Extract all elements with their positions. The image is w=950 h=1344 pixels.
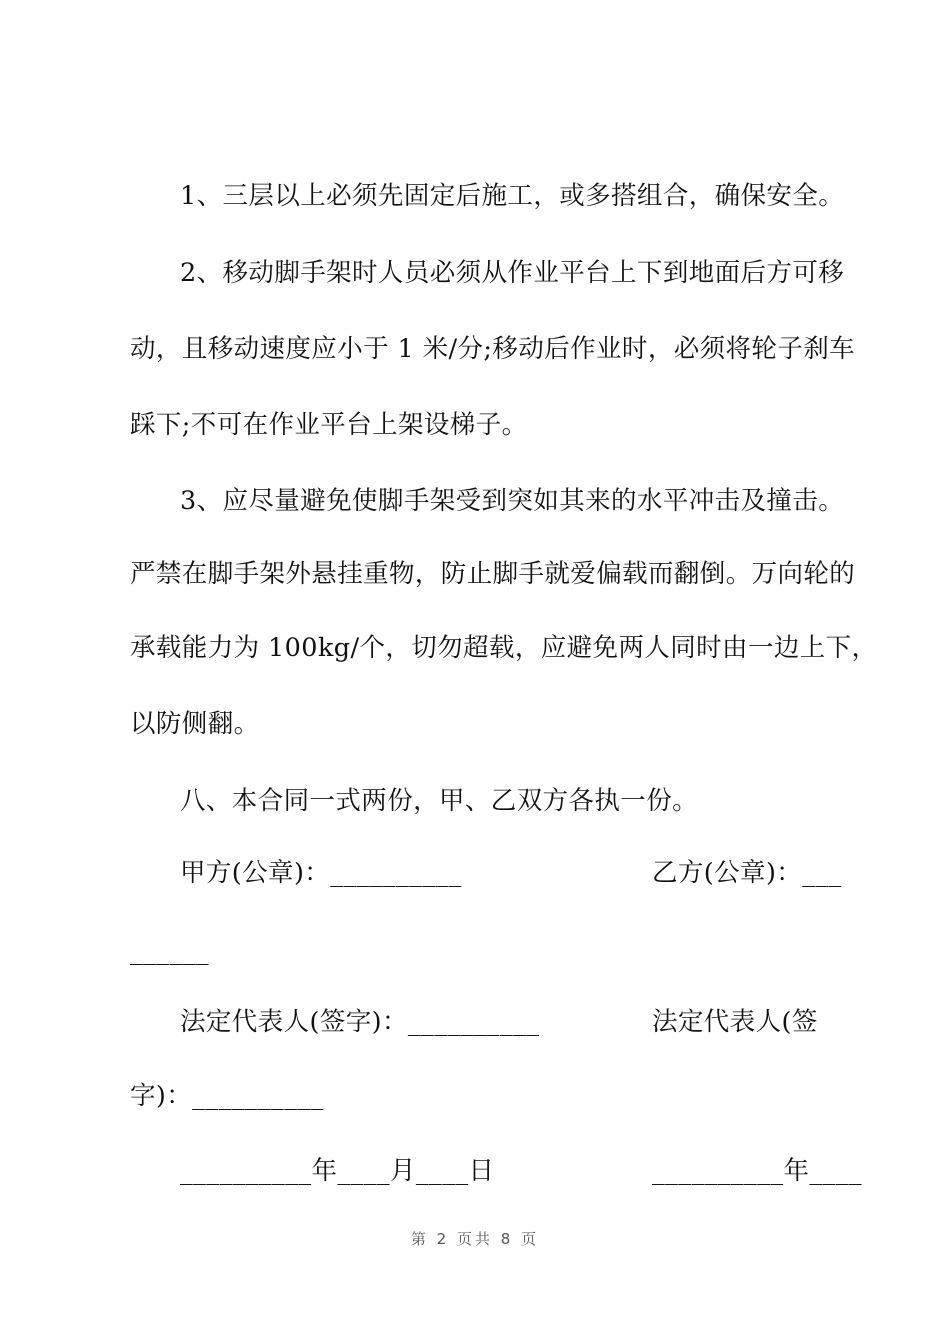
party-a-date-field: __________年____月____日	[180, 1156, 495, 1186]
party-a-representative-field: 法定代表人(签字)：__________	[180, 1007, 540, 1037]
party-b-date-field: __________年____	[652, 1156, 862, 1186]
party-b-seal-field-continued: ______	[130, 936, 209, 966]
party-b-representative-field-continued: 字)：__________	[130, 1081, 324, 1111]
clause-item-2-line-2: 动，且移动速度应小于 1 米/分;移动后作业时，必须将轮子刹车	[130, 334, 856, 364]
clause-item-3-line-1: 3、应尽量避免使脚手架受到突如其来的水平冲击及撞击。	[180, 486, 845, 516]
clause-item-2-line-1: 2、移动脚手架时人员必须从作业平台上下到地面后方可移	[180, 258, 845, 288]
party-b-representative-field: 法定代表人(签	[652, 1007, 818, 1037]
clause-item-3-line-4: 以防侧翻。	[130, 709, 260, 739]
page-number-footer: 第 2 页共 8 页	[410, 1230, 540, 1248]
clause-item-3-line-2: 严禁在脚手架外悬挂重物，防止脚手就爱偏载而翻倒。万向轮的	[130, 559, 856, 589]
party-b-seal-field: 乙方(公章)：___	[652, 858, 842, 888]
clause-item-3-line-3: 承载能力为 100kg/个，切勿超载，应避免两人同时由一边上下，	[130, 633, 878, 663]
clause-8: 八、本合同一式两份，甲、乙双方各执一份。	[180, 786, 699, 816]
clause-item-1: 1、三层以上必须先固定后施工，或多搭组合，确保安全。	[180, 181, 845, 211]
clause-item-2-line-3: 踩下;不可在作业平台上架设梯子。	[130, 410, 528, 440]
party-a-seal-field: 甲方(公章)：__________	[180, 858, 462, 888]
